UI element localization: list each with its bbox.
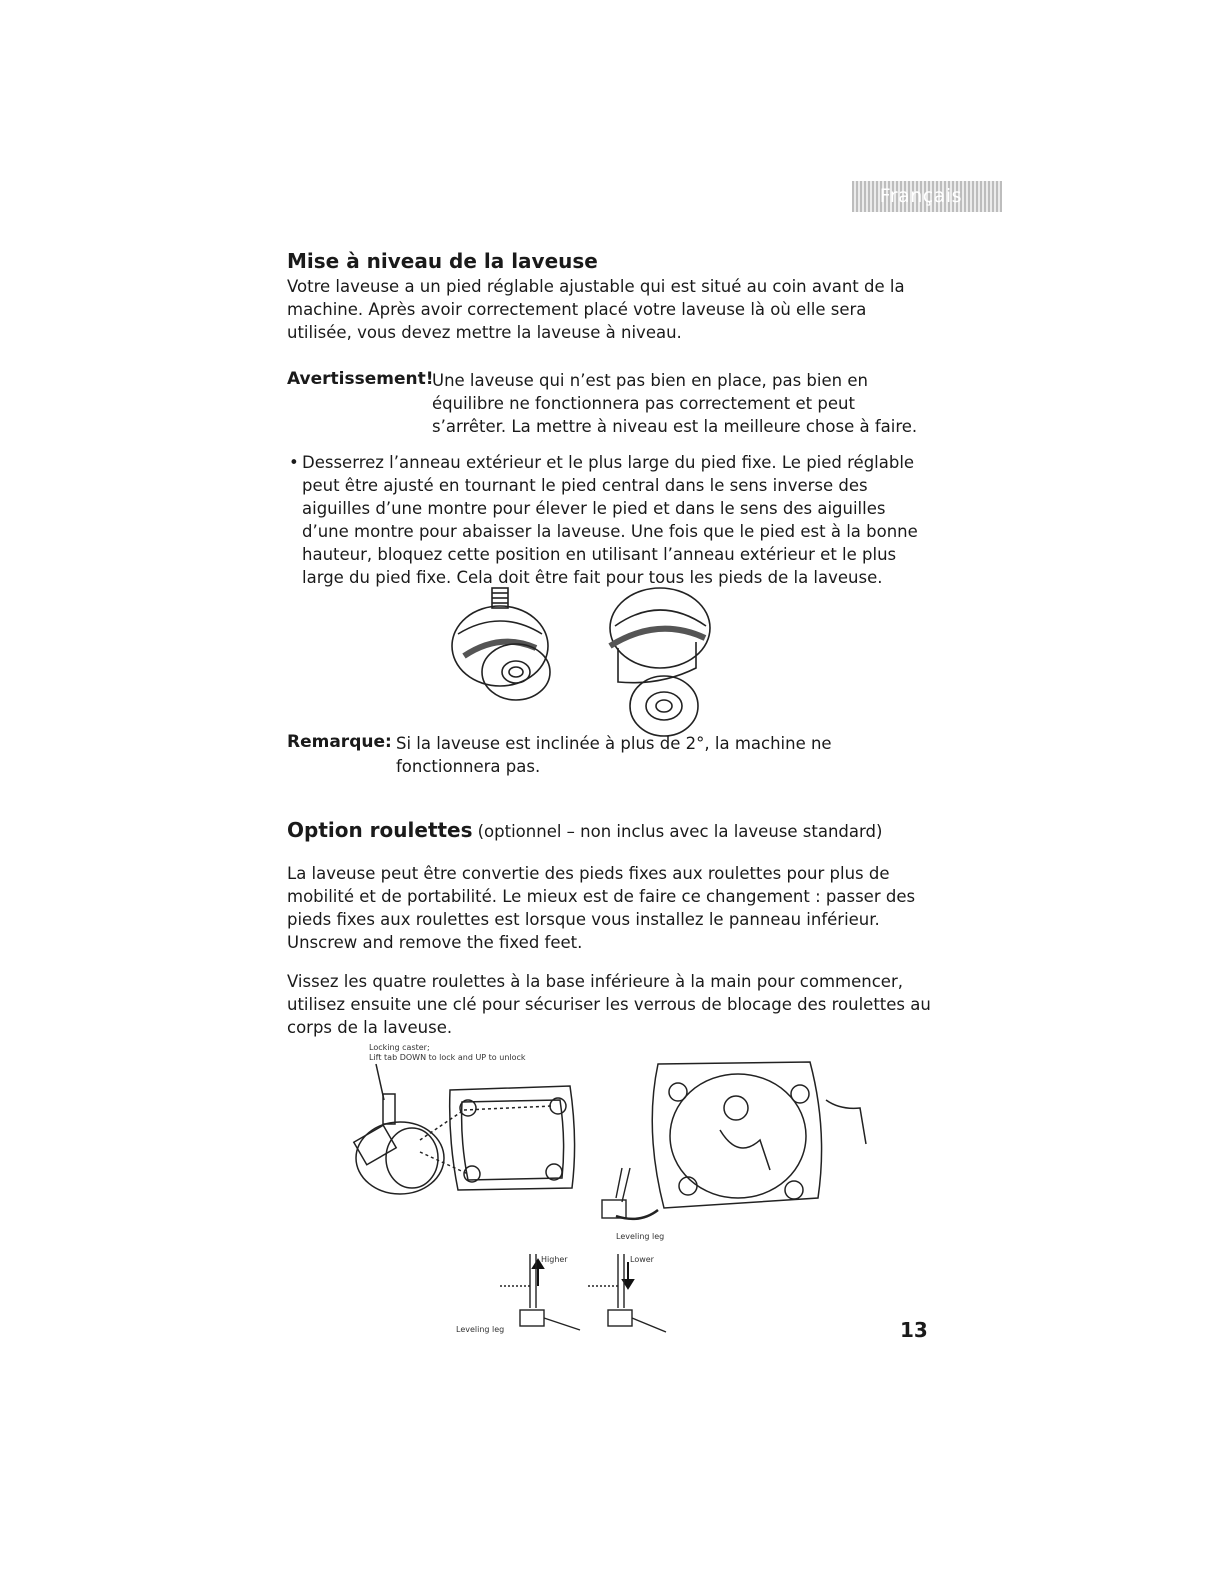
- locking-caster-label: Locking caster;: [369, 1043, 430, 1052]
- leveling-heading: Mise à niveau de la laveuse: [287, 249, 598, 273]
- lower-label: Lower: [630, 1255, 654, 1264]
- leveling-leg-bottom-icon: [500, 1254, 666, 1332]
- casters-para1-main: La laveuse peut être convertie des pieds fixes aux roulettes pour plus de mobilité et de portabilité. Le mieux est de faire ce changement : passer des pieds fixes aux roulettes est lorsque vous installez le panneau inférieur.: [287, 864, 916, 929]
- casters-illustration: [340, 1040, 880, 1340]
- casters-heading: Option roulettes: [287, 818, 473, 842]
- bullet-text: Desserrez l’anneau extérieur et le plus large du pied fixe. Le pied réglable peut être ajusté en tournant le pied central dans le sens inverse des aiguilles d’une montre pour élever le pied et dans le sens des aiguilles d’une montre pour abaisser la laveuse. Une fois que le pied est à la bonne hauteur, bloquez cette position en utilisant l’anneau extérieur et le plus large du pied fixe. Cela doit être fait pour tous les pieds de la laveuse.: [302, 453, 918, 587]
- higher-label: Higher: [541, 1255, 568, 1264]
- leveling-intro: Votre laveuse a un pied réglable ajustable qui est situé au coin avant de la machine. Après avoir correctement placé votre laveuse là où elle sera utilisée, vous devez mettre la laveuse à niveau.: [287, 277, 905, 342]
- bullet-marker: •: [289, 453, 299, 472]
- language-tab: Français: [852, 181, 1002, 212]
- page-number: 13: [900, 1318, 928, 1342]
- washer-base-icon: [420, 1086, 575, 1190]
- locking-caster-icon: [354, 1064, 444, 1194]
- leveling-leg-label-top: Leveling leg: [616, 1232, 665, 1241]
- washer-bottom-view-icon: [652, 1062, 866, 1208]
- note-label: Remarque:: [287, 732, 392, 752]
- warning-label: Avertissement!: [287, 369, 434, 389]
- casters-para2: Vissez les quatre roulettes à la base inférieure à la main pour commencer, utilisez ensuite une clé pour sécuriser les verrous de blocage des roulettes au corps de la laveuse.: [287, 972, 931, 1037]
- leveling-feet-illustration: [450, 586, 740, 756]
- foot-left-icon: [452, 588, 550, 700]
- casters-heading-row: [287, 818, 882, 842]
- casters-subheading: (optionnel – non inclus avec la laveuse standard): [477, 822, 883, 841]
- leveling-leg-label-bottom: Leveling leg: [456, 1325, 505, 1334]
- leveling-leg-top-icon: [602, 1168, 658, 1219]
- warning-text: Une laveuse qui n’est pas bien en place, pas bien en équilibre ne fonctionnera pas correctement et peut s’arrêter. La mettre à niveau est la meilleure chose à faire.: [432, 371, 918, 436]
- casters-para1: [287, 862, 927, 954]
- locking-caster-instruction: Lift tab DOWN to lock and UP to unlock: [369, 1053, 526, 1062]
- foot-right-icon: [610, 588, 710, 736]
- casters-para1-line2: Unscrew and remove the fixed feet.: [287, 933, 583, 952]
- note-text: Si la laveuse est inclinée à plus de 2°, la machine ne fonctionnera pas.: [396, 734, 832, 776]
